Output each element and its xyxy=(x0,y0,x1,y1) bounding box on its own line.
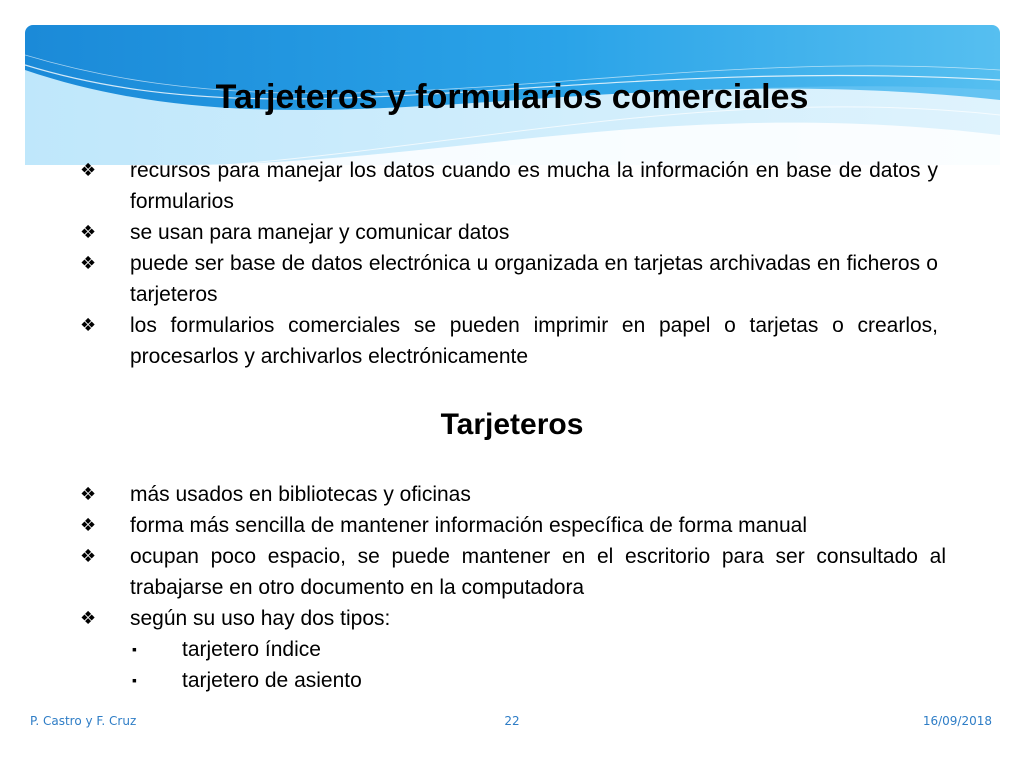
bullet-text: ocupan poco espacio, se puede mantener en el escritorio para ser consultado al trabajarse en otro documento en la computadora xyxy=(130,545,946,599)
list-item xyxy=(80,248,938,310)
diamond-bullet-icon: ❖ xyxy=(80,546,97,566)
diamond-bullet-icon: ❖ xyxy=(80,608,97,628)
list-item xyxy=(80,310,938,372)
diamond-bullet-icon: ❖ xyxy=(80,315,97,335)
list-item xyxy=(80,510,946,541)
bullet-text: según su uso hay dos tipos: xyxy=(130,607,391,630)
bullet-text: los formularios comerciales se pueden imprimir en papel o tarjetas o crearlos, procesarlos y archivarlos electrónicamente xyxy=(130,314,938,368)
sub-list-item xyxy=(130,634,946,665)
list-item xyxy=(80,155,938,217)
list-item xyxy=(80,603,946,696)
diamond-bullet-icon: ❖ xyxy=(80,222,97,242)
slide-title: Tarjeteros y formularios comerciales xyxy=(215,78,809,116)
footer-page-number: 22 xyxy=(504,714,520,728)
diamond-bullet-icon: ❖ xyxy=(80,484,97,504)
diamond-bullet-icon: ❖ xyxy=(80,515,97,535)
diamond-bullet-icon: ❖ xyxy=(80,160,97,180)
bullet-text: más usados en bibliotecas y oficinas xyxy=(130,483,471,506)
section-title: Tarjeteros xyxy=(440,408,584,441)
footer-date: 16/09/2018 xyxy=(922,714,992,728)
bullet-text: puede ser base de datos electrónica u organizada en tarjetas archivadas en ficheros o tarjeteros xyxy=(130,252,938,306)
bullet-text: se usan para manejar y comunicar datos xyxy=(130,221,510,244)
sub-list-item xyxy=(130,665,946,696)
tarjeteros-bullet-list xyxy=(80,479,946,696)
diamond-bullet-icon: ❖ xyxy=(80,253,97,273)
intro-bullet-list xyxy=(80,155,938,372)
list-item xyxy=(80,217,938,248)
square-bullet-icon: ▪ xyxy=(132,672,137,688)
sub-bullet-list xyxy=(130,634,946,696)
sub-bullet-text: tarjetero de asiento xyxy=(182,669,362,692)
bullet-text: forma más sencilla de mantener información específica de forma manual xyxy=(130,514,807,537)
list-item xyxy=(80,479,946,510)
footer-author: P. Castro y F. Cruz xyxy=(30,714,137,728)
list-item xyxy=(80,541,946,603)
square-bullet-icon: ▪ xyxy=(132,641,137,657)
bullet-text: recursos para manejar los datos cuando es mucha la información en base de datos y formularios xyxy=(130,159,938,213)
sub-bullet-text: tarjetero índice xyxy=(182,638,321,661)
